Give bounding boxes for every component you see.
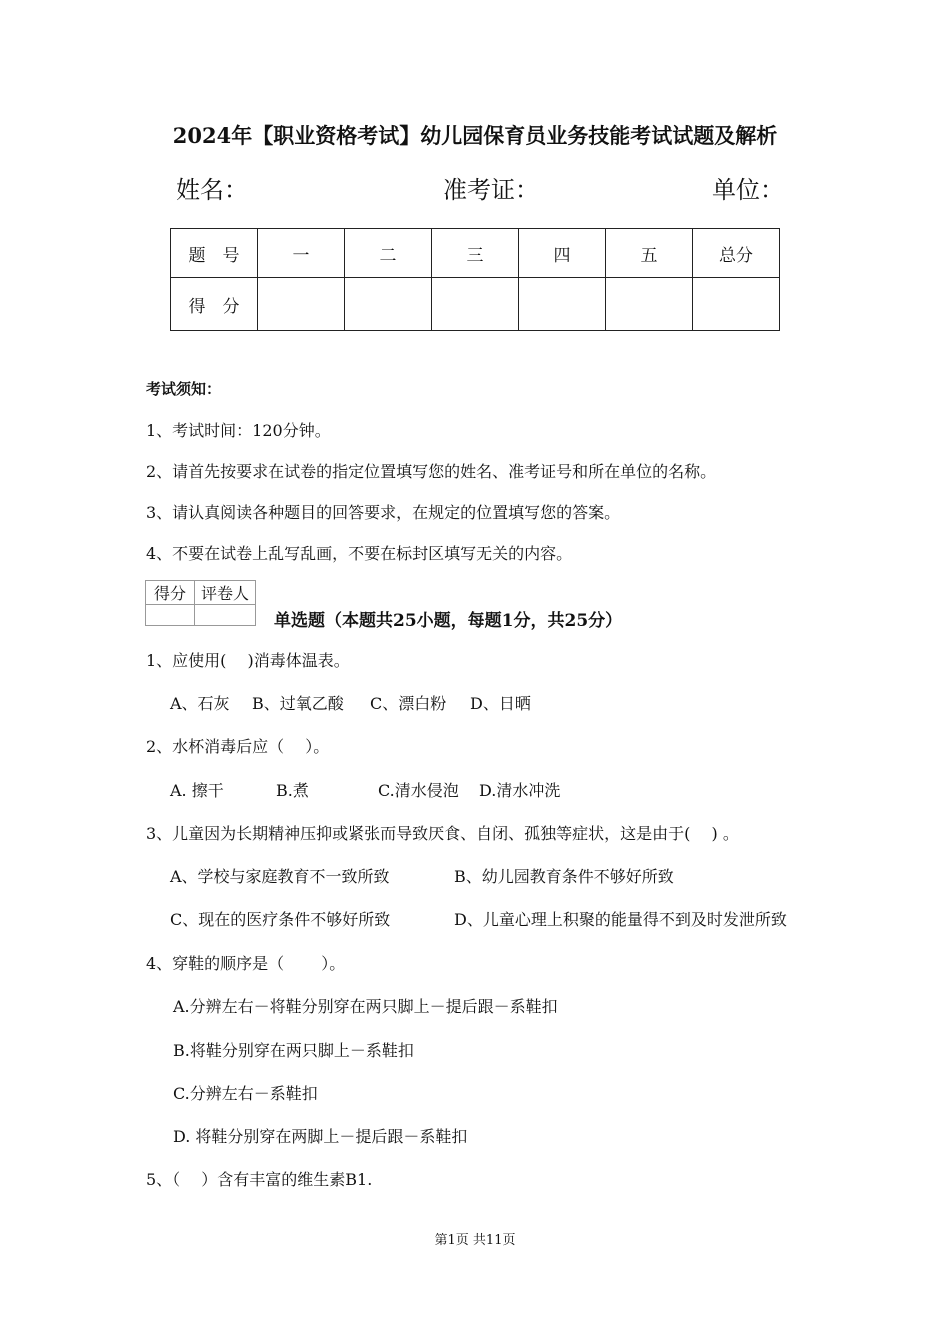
question-stem: 3、儿童因为长期精神压抑或紧张而导致厌食、自闭、孤独等症状，这是由于( ) 。: [146, 824, 739, 843]
score-table-header-cell: 五: [606, 229, 693, 278]
question-option: B、过氧乙酸: [252, 694, 344, 713]
score-table-header-cell: 三: [432, 229, 519, 278]
notice-item: 3、请认真阅读各种题目的回答要求，在规定的位置填写您的答案。: [146, 503, 621, 522]
notice-title: 考试须知：: [146, 380, 222, 398]
question-option: D.清水冲洗: [479, 781, 561, 800]
notice-item: 1、考试时间：120分钟。: [146, 421, 331, 440]
score-table-header-cell: 题 号: [171, 229, 258, 278]
grader-reviewer-cell[interactable]: [195, 605, 256, 626]
question-option: B、幼儿园教育条件不够好所致: [454, 867, 674, 886]
score-cell[interactable]: [519, 278, 606, 331]
score-cell[interactable]: [432, 278, 519, 331]
notice-item: 4、不要在试卷上乱写乱画，不要在标封区填写无关的内容。: [146, 544, 573, 563]
question-option: C.分辨左右－系鞋扣: [173, 1084, 318, 1103]
grader-score-label: 得分: [146, 581, 195, 605]
score-table-header-row: [171, 229, 780, 278]
score-table-score-row: [171, 278, 780, 331]
grader-reviewer-label: 评卷人: [195, 581, 256, 605]
question-option: C、现在的医疗条件不够好所致: [170, 910, 391, 929]
score-cell[interactable]: [345, 278, 432, 331]
score-cell[interactable]: [693, 278, 780, 331]
question-option: C、漂白粉: [370, 694, 447, 713]
document-title: 2024年【职业资格考试】幼儿园保育员业务技能考试试题及解析: [172, 123, 778, 148]
question-option: B.煮: [276, 781, 309, 800]
score-table-header-cell: 二: [345, 229, 432, 278]
question-option: B.将鞋分别穿在两只脚上－系鞋扣: [173, 1041, 414, 1060]
score-table-row-label: 得 分: [171, 278, 258, 331]
score-table: [170, 228, 780, 331]
question-option: D、儿童心理上积聚的能量得不到及时发泄所致: [454, 910, 787, 929]
grader-score-cell[interactable]: [146, 605, 195, 626]
question-stem: 5、（ ）含有丰富的维生素B1.: [146, 1170, 373, 1189]
question-option: A.分辨左右－将鞋分别穿在两只脚上－提后跟－系鞋扣: [173, 997, 558, 1016]
question-stem: 4、穿鞋的顺序是（ ）。: [146, 954, 346, 973]
question-stem: 1、应使用( )消毒体温表。: [146, 651, 350, 670]
question-option: D. 将鞋分别穿在两脚上－提后跟－系鞋扣: [173, 1127, 468, 1146]
question-option: A. 擦干: [170, 781, 224, 800]
section-title: 单选题（本题共25小题，每题1分，共25分）: [274, 611, 623, 631]
grader-box: [145, 580, 256, 626]
score-table-header-cell: 一: [258, 229, 345, 278]
exam-id-field-label: 准考证：: [443, 176, 539, 204]
unit-field-label: 单位：: [712, 176, 784, 204]
score-table-header-cell: 总分: [693, 229, 780, 278]
question-stem: 2、水杯消毒后应（ ）。: [146, 737, 330, 756]
score-cell[interactable]: [258, 278, 345, 331]
notice-item: 2、请首先按要求在试卷的指定位置填写您的姓名、准考证号和所在单位的名称。: [146, 462, 717, 481]
score-cell[interactable]: [606, 278, 693, 331]
page-footer: 第1页 共11页: [434, 1233, 516, 1248]
question-option: C.清水侵泡: [378, 781, 459, 800]
name-field-label: 姓名：: [176, 176, 248, 204]
question-option: A、石灰: [170, 694, 230, 713]
question-option: A、学校与家庭教育不一致所致: [170, 867, 390, 886]
score-table-header-cell: 四: [519, 229, 606, 278]
question-option: D、日晒: [470, 694, 531, 713]
